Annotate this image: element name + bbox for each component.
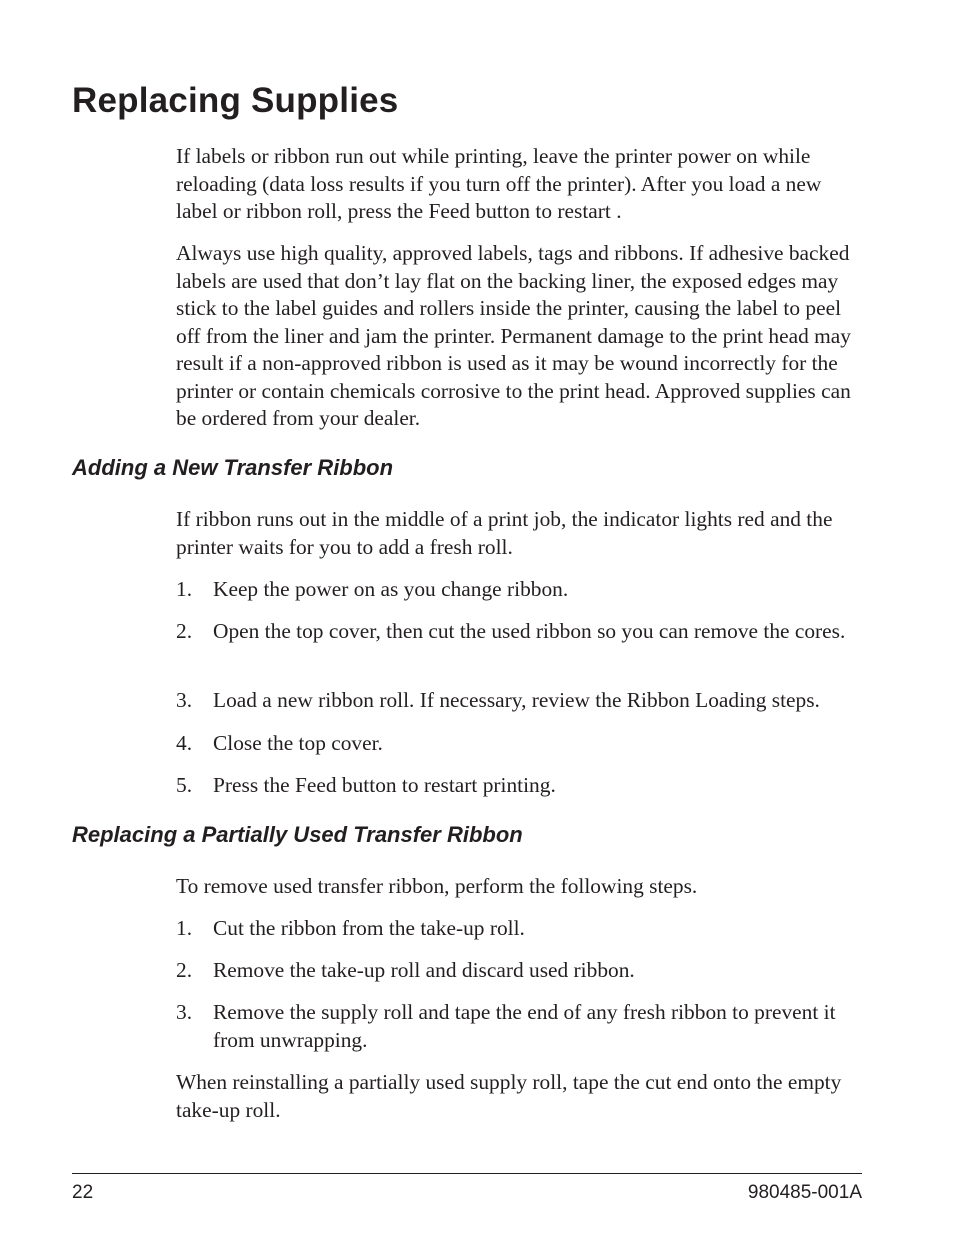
document-number: 980485-001A [747,1182,862,1203]
list-item [176,730,866,758]
intro-paragraph-1: If labels or ribbon run out while printing, leave the printer power on while reloading (data loss results if you turn off the printer). After you load a new label or ribbon roll, press the Feed button to restart . [176,144,822,223]
partial-ribbon-closing: When reinstalling a partially used supply roll, tape the cut end onto the empty take-up roll. [176,1070,842,1122]
list-item-number: 1. [176,577,193,601]
new-ribbon-intro: If ribbon runs out in the middle of a print job, the indicator lights red and the printer waits for you to add a fresh roll. [176,507,833,559]
list-item-number: 5. [176,773,193,797]
list-item [176,915,866,943]
page-number: 22 [72,1182,94,1203]
list-item [176,999,866,1054]
list-item [176,772,866,800]
section-heading-new-ribbon: Adding a New Transfer Ribbon [72,455,394,480]
partial-ribbon-intro: To remove used transfer ribbon, perform the following steps. [176,874,698,898]
list-item-text: Remove the supply roll and tape the end of any fresh ribbon to prevent it from unwrapping. [213,1000,836,1052]
list-item [176,576,866,604]
intro-paragraph-2: Always use high quality, approved labels, tags and ribbons. If adhesive backed labels are used that don’t lay flat on the backing liner, the exposed edges may stick to the label guides and rollers inside the printer, causing the label to peel off from the liner and jam the printer. Permanent damage to the print head may result if a non-approved ribbon is used as it may be wound incorrectly for the printer or contain chemicals corrosive to the print head. Approved supplies can be ordered from your dealer. [176,241,851,430]
list-item-text: Open the top cover, then cut the used ribbon so you can remove the cores. [213,619,846,643]
page-title: Replacing Supplies [72,81,399,120]
list-item-number: 4. [176,731,193,755]
list-item [176,687,866,715]
list-item-text: Press the Feed button to restart printing. [213,773,556,797]
list-item-text: Remove the take-up roll and discard used ribbon. [213,958,635,982]
list-item-text: Load a new ribbon roll. If necessary, review the Ribbon Loading steps. [213,688,820,712]
list-item-text: Keep the power on as you change ribbon. [213,577,569,601]
list-item-number: 3. [176,1000,193,1024]
list-item-text: Cut the ribbon from the take-up roll. [213,916,525,940]
section-heading-partial-ribbon: Replacing a Partially Used Transfer Ribbon [72,822,523,847]
list-item [176,957,866,985]
list-item-number: 3. [176,688,193,712]
list-item-number: 1. [176,916,193,940]
list-item-number: 2. [176,619,193,643]
list-item-text: Close the top cover. [213,731,383,755]
list-item [176,618,866,646]
list-item-number: 2. [176,958,193,982]
footer-divider [72,1173,862,1174]
